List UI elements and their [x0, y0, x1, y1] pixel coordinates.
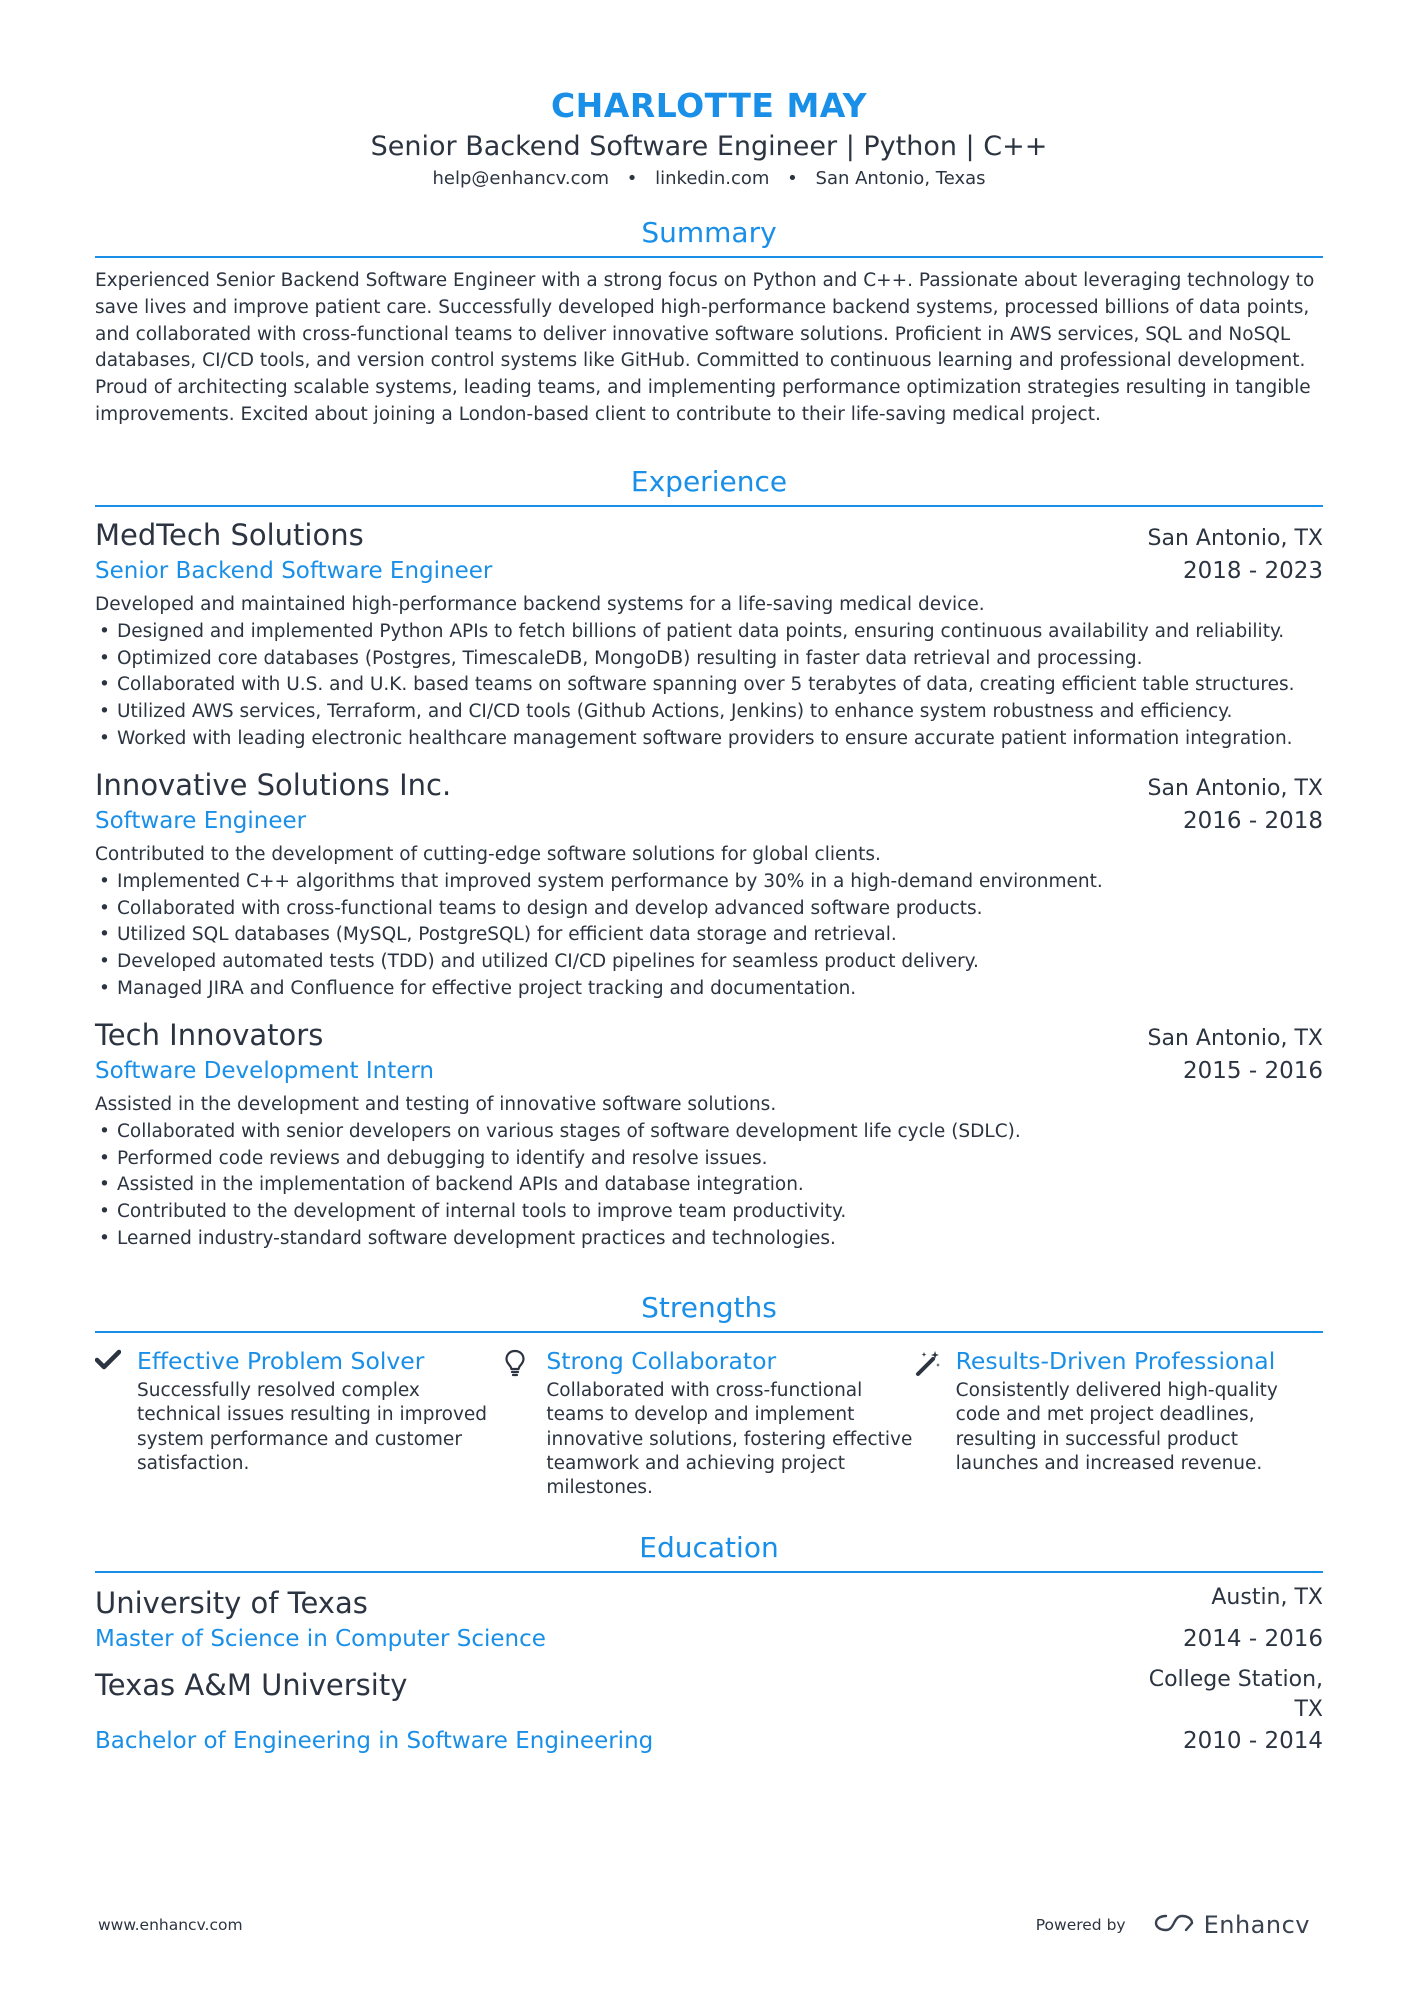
strength-item [504, 1345, 913, 1501]
education-school: Texas A&M University [95, 1667, 408, 1702]
job-dates: 2015 - 2016 [1183, 1057, 1323, 1084]
section-divider [95, 1571, 1323, 1573]
bullet-item: • Implemented C++ algorithms that improved system performance by 30% in a high-demand environment. [95, 869, 1323, 896]
job-company: Tech Innovators [95, 1017, 324, 1052]
education-degree: Master of Science in Computer Science [95, 1625, 546, 1652]
bullet-item: • Worked with leading electronic healthcare management software providers to ensure accurate patient information integration. [95, 726, 1323, 753]
bullet-item: • Utilized SQL databases (MySQL, PostgreSQL) for efficient data storage and retrieval. [95, 922, 1323, 949]
section-title-strengths: Strengths [641, 1290, 777, 1324]
lightbulb-icon [504, 1345, 546, 1501]
contact-location: San Antonio, Texas [815, 168, 986, 189]
job-dates: 2016 - 2018 [1183, 807, 1323, 834]
strength-title: Effective Problem Solver [137, 1346, 425, 1375]
bullet-item: • Managed JIRA and Confluence for effective project tracking and documentation. [95, 976, 1323, 1003]
bullet-item: • Utilized AWS services, Terraform, and CI/CD tools (Github Actions, Jenkins) to enhance system robustness and efficiency. [95, 699, 1323, 726]
bullet-item: • Designed and implemented Python APIs to fetch billions of patient data points, ensuring continuous availability and reliability. [95, 619, 1323, 646]
magic-wand-icon [914, 1345, 956, 1501]
bullet-item: • Optimized core databases (Postgres, TimescaleDB, MongoDB) resulting in faster data retrieval and processing. [95, 646, 1323, 673]
bullet-item: • Collaborated with U.S. and U.K. based teams on software spanning over 5 terabytes of data, creating efficient table structures. [95, 672, 1323, 699]
strength-item [95, 1345, 504, 1501]
job-location: San Antonio, TX [1147, 775, 1323, 801]
job-location: San Antonio, TX [1147, 525, 1323, 551]
education-location: Austin, TX [1211, 1584, 1323, 1610]
summary-section [95, 214, 1323, 429]
education-section [95, 1529, 1323, 1757]
bullet-item: • Collaborated with cross-functional teams to design and develop advanced software products. [95, 896, 1323, 923]
job-role: Software Development Intern [95, 1057, 435, 1084]
bullet-item: • Contributed to the development of internal tools to improve team productivity. [95, 1199, 1323, 1226]
job-bullets [95, 869, 1323, 1003]
bullet-item: • Learned industry-standard software development practices and technologies. [95, 1226, 1323, 1253]
job-entry [95, 765, 1323, 1003]
section-divider [95, 1331, 1323, 1333]
section-title-experience: Experience [630, 464, 788, 498]
job-entry [95, 1015, 1323, 1253]
job-description: Contributed to the development of cutting-edge software solutions for global clients. [95, 843, 881, 865]
strength-text: Collaborated with cross-functional teams to develop and implement innovative solutions, fostering effective teamwork and achieving project milestones. [546, 1379, 913, 1499]
strength-text: Successfully resolved complex technical issues resulting in improved system performance and customer satisfaction. [137, 1379, 488, 1474]
footer-url[interactable]: www.enhancv.com [98, 1916, 243, 1934]
education-location: College Station, TX [1148, 1666, 1323, 1722]
education-school: University of Texas [95, 1585, 368, 1620]
bullet-item: • Collaborated with senior developers on various stages of software development life cycle (SDLC). [95, 1119, 1323, 1146]
job-role: Senior Backend Software Engineer [95, 557, 493, 584]
section-divider [95, 505, 1323, 507]
job-description: Developed and maintained high-performance backend systems for a life-saving medical device. [95, 593, 985, 615]
strength-item [914, 1345, 1323, 1501]
resume-page [95, 0, 1323, 1757]
contact-email[interactable]: help@enhancv.com [432, 168, 610, 189]
education-dates: 2010 - 2014 [1183, 1727, 1323, 1754]
strength-text: Consistently delivered high-quality code and met project deadlines, resulting in successful product launches and increased revenue. [955, 1379, 1278, 1474]
section-title-education: Education [639, 1530, 779, 1564]
job-description: Assisted in the development and testing of innovative software solutions. [95, 1093, 777, 1115]
enhancv-logo-icon [1152, 1912, 1196, 1938]
job-entry [95, 515, 1323, 753]
education-entry [95, 1665, 1323, 1757]
education-dates: 2014 - 2016 [1183, 1625, 1323, 1652]
checkmark-icon [95, 1345, 137, 1501]
education-degree: Bachelor of Engineering in Software Engineering [95, 1727, 654, 1754]
strengths-section [95, 1289, 1323, 1501]
strengths-grid [95, 1345, 1323, 1501]
footer-branding [1036, 1911, 1310, 1939]
job-dates: 2018 - 2023 [1183, 557, 1323, 584]
bullet-item: • Developed automated tests (TDD) and utilized CI/CD pipelines for seamless product delivery. [95, 949, 1323, 976]
strength-title: Results-Driven Professional [955, 1346, 1276, 1375]
powered-by-label: Powered by [1035, 1916, 1126, 1934]
candidate-title: Senior Backend Software Engineer | Python | C++ [370, 131, 1048, 162]
strength-title: Strong Collaborator [546, 1346, 777, 1375]
summary-text: Experienced Senior Backend Software Engineer with a strong focus on Python and C++. Passionate about leveraging technology to save lives and improve patient care. Successfully developed high-performance backend systems, processed billions of data points, and collaborated with cross-functional teams to deliver innovative software solutions. Proficient in AWS services, SQL and NoSQL databases, CI/CD tools, and version control systems like GitHub. Committed to continuous learning and professional development. Proud of architecting scalable systems, leading teams, and implementing performance optimization strategies resulting in tangible improvements. Excited about joining a London-based client to contribute to their life-saving medical project. [95, 270, 1315, 425]
education-entry [95, 1583, 1323, 1655]
experience-section [95, 463, 1323, 1253]
contact-line [95, 166, 1323, 192]
job-company: Innovative Solutions Inc. [95, 767, 452, 802]
separator-dot: • [626, 168, 638, 189]
contact-linkedin[interactable]: linkedin.com [655, 168, 770, 189]
page-footer [98, 1910, 1310, 1940]
bullet-item: • Performed code reviews and debugging to identify and resolve issues. [95, 1146, 1323, 1173]
job-bullets [95, 619, 1323, 753]
section-divider [95, 256, 1323, 258]
resume-header [95, 0, 1323, 192]
candidate-name: CHARLOTTE MAY [550, 86, 868, 125]
job-role: Software Engineer [95, 807, 307, 834]
separator-dot: • [787, 168, 798, 189]
brand-name: Enhancv [1203, 1911, 1310, 1939]
section-title-summary: Summary [641, 216, 777, 249]
job-location: San Antonio, TX [1147, 1025, 1323, 1051]
job-company: MedTech Solutions [95, 517, 364, 552]
job-bullets [95, 1119, 1323, 1253]
bullet-item: • Assisted in the implementation of backend APIs and database integration. [95, 1172, 1323, 1199]
